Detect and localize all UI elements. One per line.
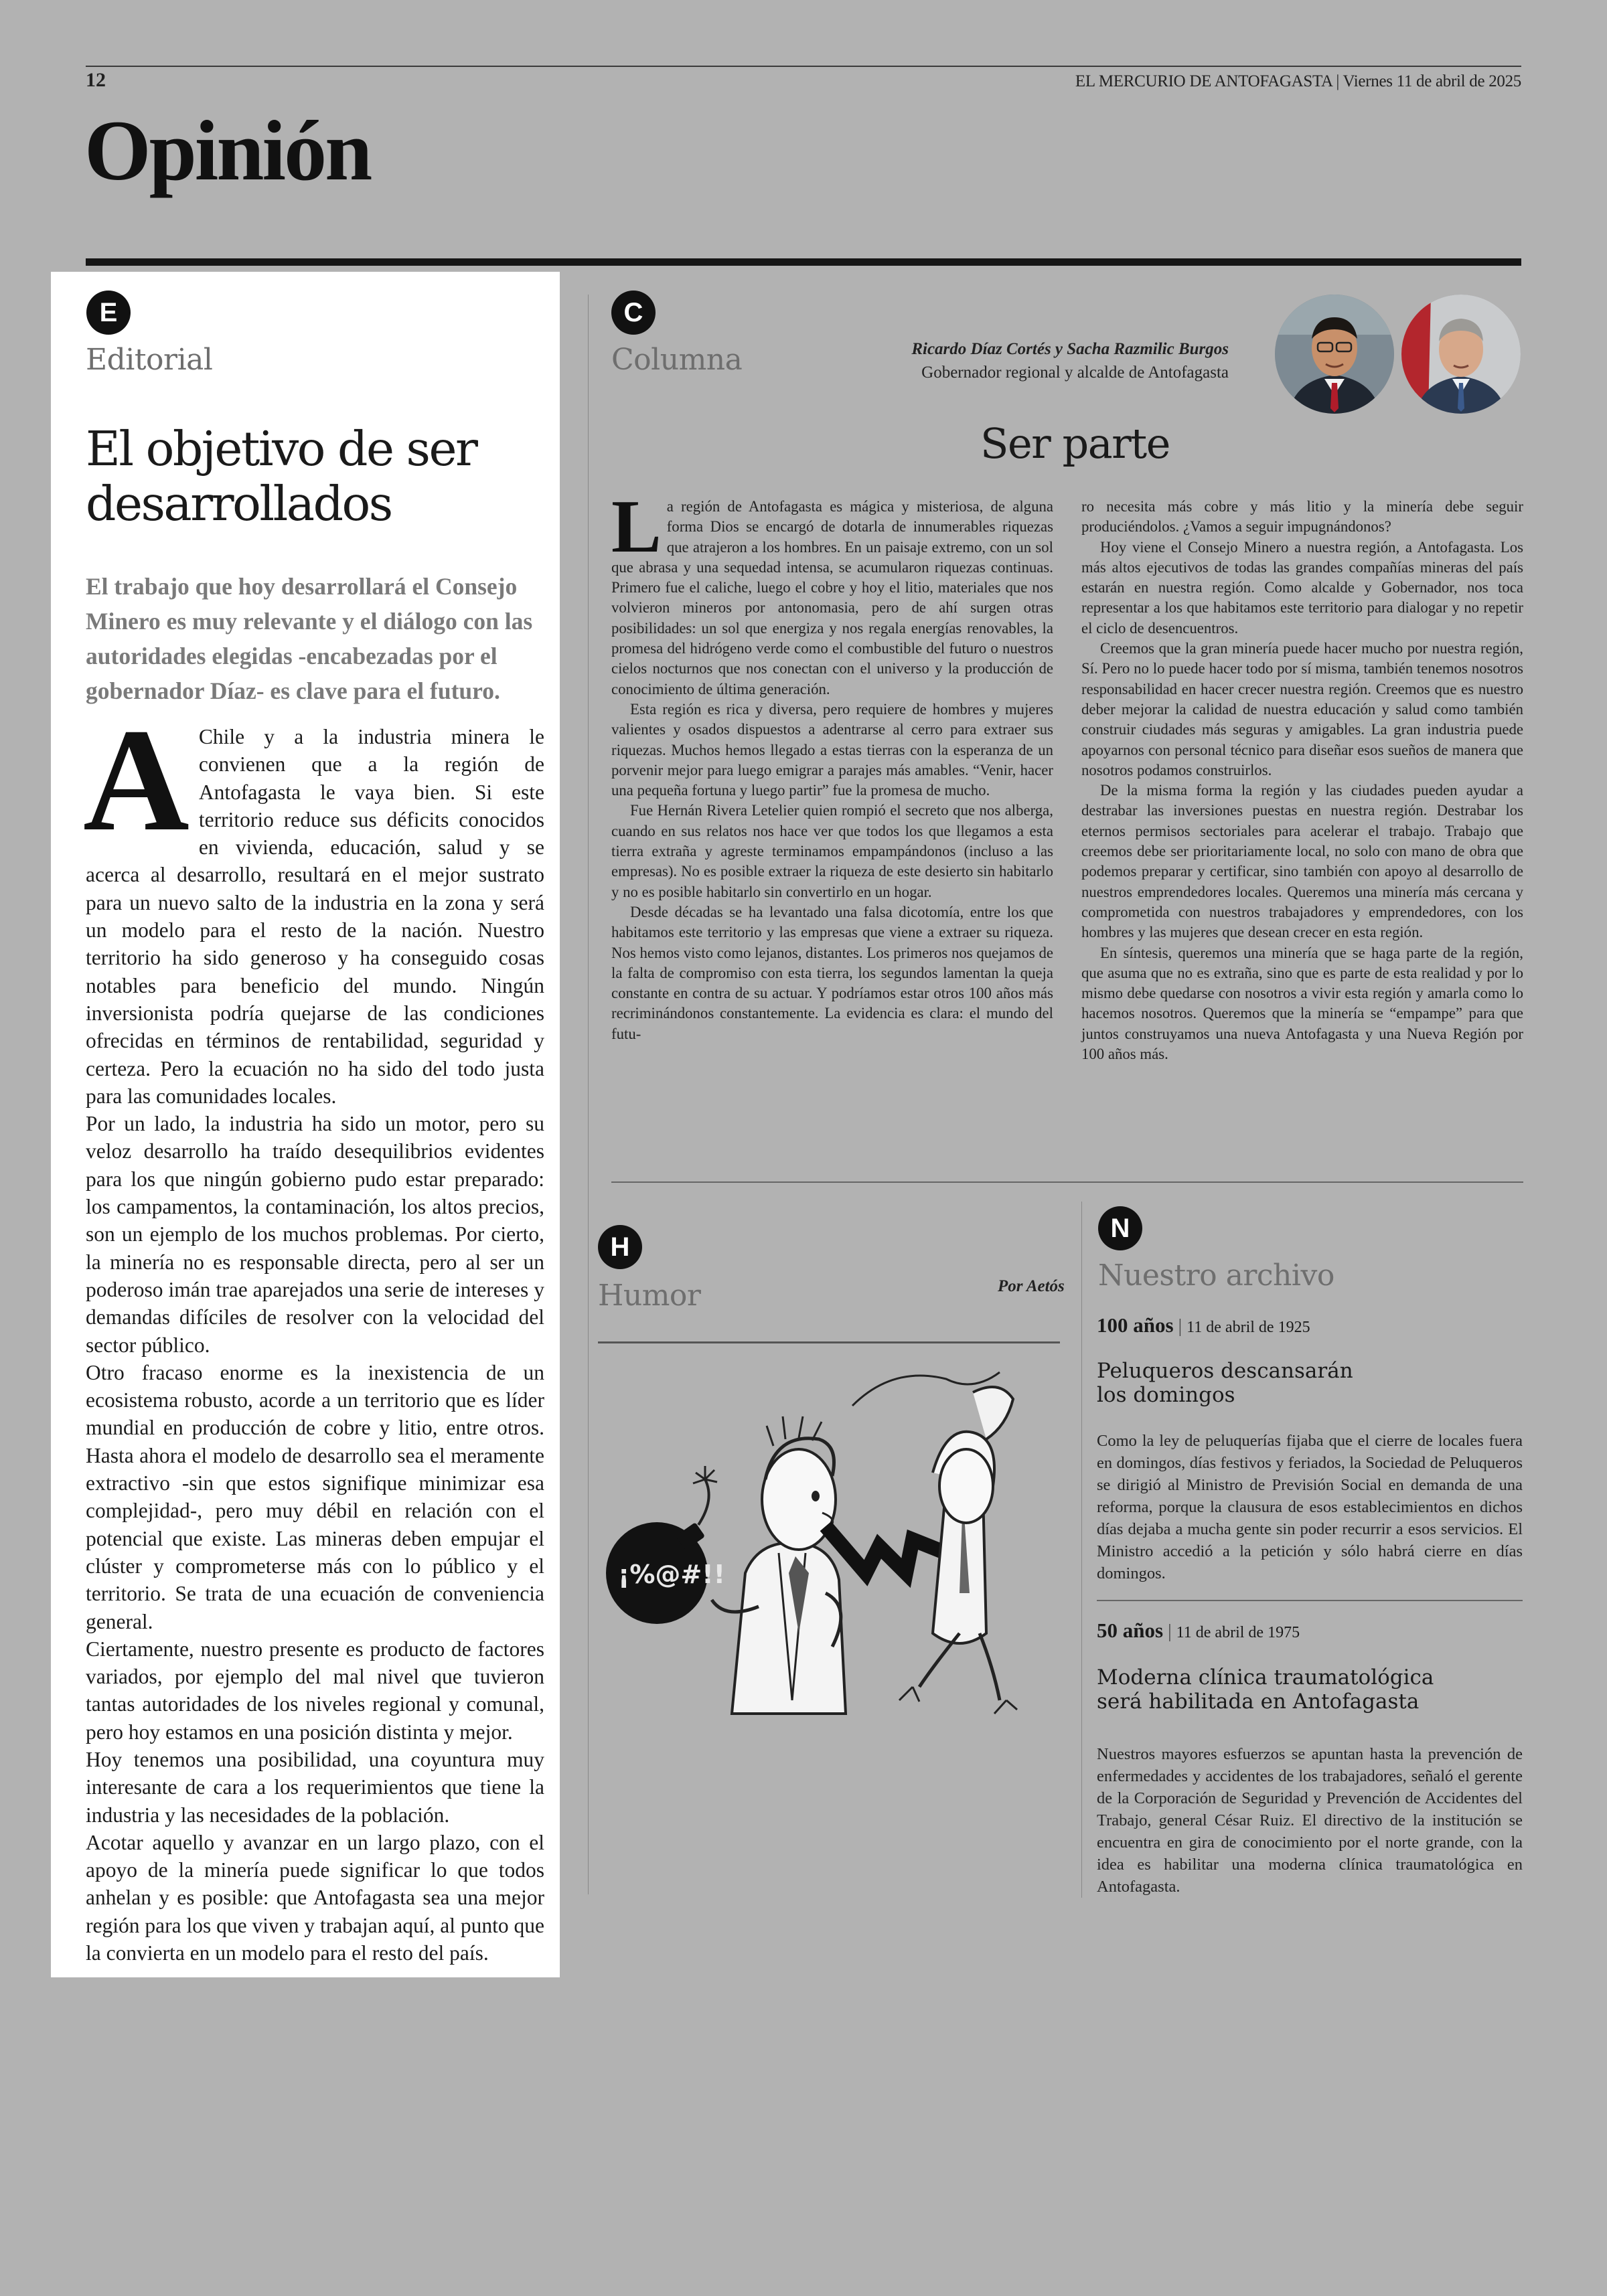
column-divider — [588, 295, 589, 1894]
humor-archive-divider — [1081, 1202, 1082, 1898]
column-body-col1 — [611, 485, 1053, 1044]
archive-badge: N — [1098, 1206, 1142, 1250]
archive-date: 11 de abril de 1975 — [1176, 1624, 1300, 1641]
column-paragraph: Hoy viene el Consejo Minero a nuestra región, a Antofagasta. Los más altos ejecutivos de todas las grandes compañías mineras del país estarán en nuestra región. Como alcalde y Gobernador, nos toca representar a los que habitamos este territorio para dialogar y no repetir el ciclo de desencuentros. — [1081, 538, 1523, 637]
humor-badge: H — [598, 1225, 642, 1269]
column-paragraph: Esta región es rica y diversa, pero requiere de hombres y mujeres valientes y osados dispuestos a adentrarse al cerro para extraer sus riquezas. Muchos hemos llegado a estas tierras con la esperanza de un porvenir mejor para luego emigrar a parajes más amables. “Venir, hacer una pequeña fortuna y luego partir” fue la promesa de mucho. — [611, 700, 1053, 799]
column-authors: Ricardo Díaz Cortés y Sacha Razmilic Burgos — [911, 340, 1229, 358]
bomb-text: ¡%@#!! — [618, 1560, 725, 1589]
column-paragraph — [611, 485, 1053, 700]
top-rule — [86, 66, 1521, 67]
column-body-col2 — [1081, 497, 1523, 1064]
editorial-dropcap: A — [83, 698, 189, 862]
archive-divider — [1097, 1600, 1523, 1601]
column-bottom-rule — [611, 1181, 1523, 1183]
column-dropcap: L — [611, 485, 662, 568]
column-badge: C — [611, 291, 656, 335]
archive-years: 50 años — [1097, 1619, 1164, 1642]
column-headline: Ser parte — [980, 419, 1170, 468]
editorial-paragraph: Por un lado, la industria ha sido un motor, pero su veloz desarrollo ha traído desequilibrios evidentes para los que ningún gobierno pudo estar preparado: los campamentos, la contaminación, los altos precios, son un ejemplo de los muchos problemas. Por cierto, la minería no es responsable directa, pero al ser un poderoso imán trae aparejados una serie de intereses y demandas difíciles de resolver con la velocidad del sector público. — [86, 1112, 544, 1357]
humor-cartoon — [598, 1352, 1067, 1734]
editorial-paragraph: Ciertamente, nuestro presente es producto de factores variados, por ejemplo del mal nivel que tuvieron tantas autoridades de los niveles regional y comunal, pero hoy estamos en una posición distinta y mejor. — [86, 1637, 544, 1744]
editorial-lead-paragraph — [83, 698, 544, 1110]
editorial-lead-text: Chile y a la industria minera le convienen que a la región de Antofagasta le vaya bien. Si este territorio reduce sus déficits conocidos en vivienda, educación, salud y se acerca al desarrollo, resultará en el mejor sustrato para un nuevo salto de la industria en la zona y será un modelo para el resto de la nación. Nuestro territorio ha sido generoso y ha conseguido cosas notables para beneficio del mundo. Ningún inversionista podría quejarse de las condiciones ofrecidas en términos de rentabilidad, seguridad y certeza. Pero la ecuación no ha sido del todo justa para las comunidades locales. — [86, 725, 544, 1108]
author-photo-governor — [1275, 295, 1394, 414]
column-authors-role: Gobernador regional y alcalde de Antofagasta — [921, 363, 1229, 382]
column-paragraph-text: a región de Antofagasta es mágica y misteriosa, de alguna forma Dios se encargó de dotarla de innumerables riquezas que atrajeron a los hombres. En un paisaje extremo, con un sol que abrasa y una sequedad intensa, se acumularon riquezas continuas. Primero fue el caliche, luego el cobre y hoy el litio, materiales que nos volvieron mineros por antonomasia, pero de ahí surgen otras posibilidades: un sol que energiza y nos regala energías renovables, la promesa del hidrógeno verde como el combustible del futuro o nuestros cielos nocturnos que nos conectan con el universo y la producción de conocimiento de última generación. — [611, 498, 1053, 698]
humor-rule — [598, 1341, 1060, 1343]
archive-item-2-years: 50 años | 11 de abril de 1975 — [1097, 1619, 1300, 1642]
humor-byline: Por Aetós — [998, 1277, 1065, 1295]
column-paragraph: Creemos que la gran minería puede hacer mucho por nuestra región, Sí. Pero no lo puede hacer todo por sí misma, también tenemos nosotros responsabilidad en hacer crecer nuestra región. Creemos que es nuestro deber mejorar la calidad de nuestra educación y salud como también construir ciudades más seguras y amigables. La gran industria puede apoyarnos con personal técnico para diseñar esos sueños de manera que nosotros podamos construirlos. — [1081, 640, 1523, 778]
archive-item-2-headline: Moderna clínica traumatológica será habilitada en Antofagasta — [1097, 1665, 1434, 1714]
header-thick-rule — [86, 258, 1521, 266]
archive-text: Nuestros mayores esfuerzos se apuntan hasta la prevención de enfermedades y accidentes de los trabajadores, señaló el gerente de la Corporación de Seguridad y Prevención de Accidentes del Trabajo, general César Ruiz. El directivo de la institución se encuentra en gira de conocimiento por el norte grande, con la idea es habilitar una moderna clínica traumatológica en Antofagasta. — [1097, 1745, 1523, 1896]
author-photo-mayor — [1401, 295, 1521, 414]
archive-item-1-headline: Peluqueros descansarán los domingos — [1097, 1359, 1353, 1407]
editorial-body — [83, 698, 544, 1967]
editorial-deck: El trabajo que hoy desarrollará el Consejo Minero es muy relevante y el diálogo con las autoridades elegidas -encabezadas por el gobernador Díaz- es clave para el futuro. — [86, 573, 533, 704]
cartoon-drawing — [598, 1352, 1067, 1734]
archive-item-1-years: 100 años | 11 de abril de 1925 — [1097, 1313, 1310, 1337]
archive-label: Nuestro archivo — [1098, 1258, 1334, 1293]
archive-item-1-text — [1097, 1430, 1523, 1584]
humor-label: Humor — [598, 1279, 701, 1313]
column-paragraph: Desde décadas se ha levantado una falsa dicotomía, entre los que habitamos este territorio y las empresas que viene a extraer su riqueza. Nos hemos visto como lejanos, distantes. Los primeros nos quejamos de la falta de compromiso con esta tierra, los segundos lamentan la queja constante en contra de su actuar. Y podríamos estar otros 100 años más recriminándonos constantemente. La evidencia es clara: el mundo del futu- — [611, 903, 1053, 1042]
editorial-headline: El objetivo de ser desarrollados — [86, 421, 477, 531]
editorial-badge: E — [86, 291, 131, 335]
editorial-paragraph: Otro fracaso enorme es la inexistencia de un ecosistema robusto, acorde a un territorio que es líder mundial en producción de cobre y litio, entre otros. Hasta ahora el modelo de desarrollo sea el meramente extractivo -sin que estos signifique minimizar esa complejidad-, pero muy débil en relación con el potencial que existe. Las mineras deben empujar el clúster y comprometerse más con lo público y el territorio. Se trata de una ecuación de conveniencia general. — [86, 1360, 544, 1633]
section-title: Opinión — [84, 103, 371, 198]
archive-item-2-text — [1097, 1743, 1523, 1898]
editorial-label: Editorial — [86, 343, 213, 377]
column-label: Columna — [611, 343, 743, 377]
archive-years: 100 años — [1097, 1313, 1174, 1337]
column-paragraph: De la misma forma la región y las ciudades pueden ayudar a destrabar las inversiones puestas en nuestra región. Destrabar los eternos permisos sectoriales para acelerar el trabajo. Trabajo que creemos debe ser prioritariamente local, no solo con mano de obra que podemos preparar y certificar, sino también con apoyo al desarrollo de nuestros emprendedores locales. Queremos una minería más cercana y comprometida con nuestros trabajadores y emprendedores, con los hombres y las mujeres que desean crecer en esta región. — [1081, 782, 1523, 941]
editorial-paragraph: Hoy tenemos una posibilidad, una coyuntura muy interesante de cara a los requerimientos que tiene la industria y las necesidades de la población. — [86, 1747, 544, 1827]
column-paragraph: En síntesis, queremos una minería que se haga parte de la región, que asuma que no es extraña, sino que es parte de esta realidad y por lo mismo debe quedarse con nosotros a vivir esta región y amarla como lo hacemos nosotros. Queremos que la minería se “empampe” para que juntos construyamos una nueva Antofagasta y una Nueva Región por 100 años más. — [1081, 944, 1523, 1063]
column-paragraph: ro necesita más cobre y más litio y la minería debe seguir produciéndolos. ¿Vamos a seguir impugnándonos? — [1081, 498, 1523, 536]
page-number: 12 — [86, 69, 106, 91]
column-paragraph: Fue Hernán Rivera Letelier quien rompió el secreto que nos alberga, cuando en sus relatos nos hace ver que todos los que llegamos a esta tierra extraña y agreste terminamos empampándonos (incluso a las empresas). No es posible extraer la riqueza de este desierto sin habitarlo y no es posible habitarlo sin convertirlo en un hogar. — [611, 802, 1053, 900]
masthead: EL MERCURIO DE ANTOFAGASTA | Viernes 11 de abril de 2025 — [1075, 72, 1521, 90]
archive-text: Como la ley de peluquerías fijaba que el cierre de locales fuera en domingos, días festivos y feriados, la Sociedad de Peluqueros se dirigió al Ministro de Previsión Social en demanda de una reforma, porque la clausura de esos establecimientos en dichos días dejaba a mucha gente sin poder recurrir a esos servicios. El Ministro accedió a la petición y sólo habrá cierre en días domingos. — [1097, 1432, 1523, 1582]
editorial-paragraph: Acotar aquello y avanzar en un largo plazo, con el apoyo de la minería puede significar lo que todos anhelan y es posible: que Antofagasta sea una mejor región para los que viven y trabajan aquí, al punto que la convierta en un modelo para el resto del país. — [86, 1830, 544, 1965]
archive-date: 11 de abril de 1925 — [1187, 1319, 1310, 1336]
